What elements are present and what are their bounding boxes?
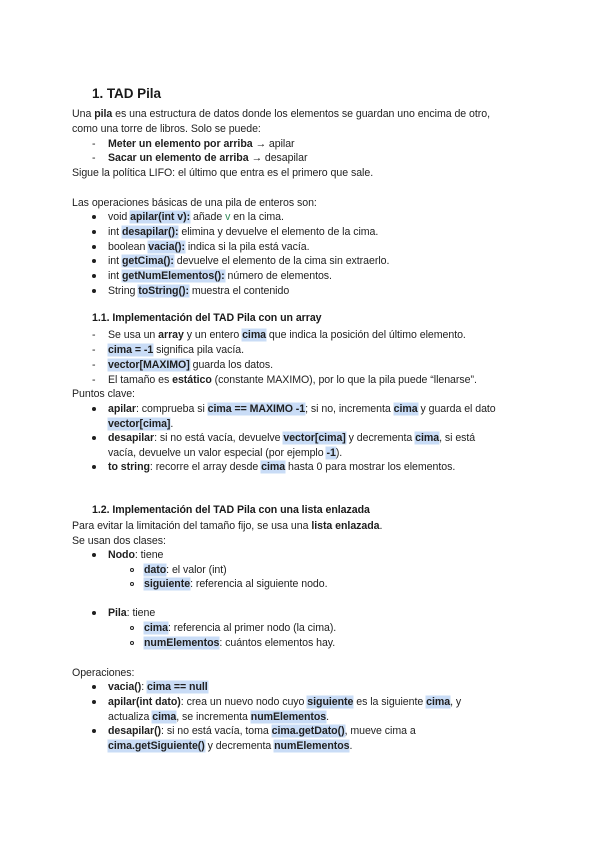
kp-tostring <box>108 460 455 474</box>
text-run: (constante MAXIMO), por lo que la pila puede “llenarse”. <box>211 374 477 386</box>
op-getnumelementos <box>108 269 332 283</box>
code-highlight: siguiente <box>144 578 191 590</box>
heading-array-impl: 1.1. Implementación del TAD Pila con un array <box>92 312 322 324</box>
kp-desapilar-line-2 <box>108 446 342 460</box>
code-highlight: vacia(): <box>148 241 185 253</box>
pila-numelementos <box>144 636 335 650</box>
dash-bullet: - <box>92 359 96 371</box>
bullet-dot <box>92 465 96 469</box>
op-apilar <box>108 210 284 224</box>
text-run: v <box>225 211 231 223</box>
text-run: actualiza <box>108 711 153 723</box>
main-heading: 1. TAD Pila <box>92 86 161 101</box>
key-points-label: Puntos clave: <box>72 388 135 400</box>
text-run: muestra el contenido <box>188 285 290 297</box>
code-highlight: cima = -1 <box>108 344 154 356</box>
array-item-2 <box>108 343 244 357</box>
text-run: . <box>379 520 383 532</box>
text-run: Se usa un <box>108 329 159 341</box>
text-run: , si está <box>439 432 476 444</box>
code-highlight: cima <box>242 329 267 341</box>
op-getcima <box>108 254 389 268</box>
code-highlight: dato <box>144 564 167 576</box>
text-run: : si no está vacía, toma <box>161 725 272 737</box>
text-run: : referencia al primer nodo (la cima). <box>167 622 337 634</box>
operations-label: Operaciones: <box>72 667 135 679</box>
text-run: y decrementa <box>345 432 416 444</box>
code-highlight: vector[cima] <box>108 418 171 430</box>
code-highlight: cima.getDato() <box>271 725 345 737</box>
kp-apilar-line-2 <box>108 417 173 431</box>
bold-text: Pila <box>108 607 127 619</box>
pila-cima <box>144 621 336 635</box>
bullet-dot <box>92 685 96 689</box>
intro-bullet-desapilar <box>108 151 307 165</box>
nodo-siguiente <box>144 577 328 591</box>
bold-text: Nodo <box>108 549 135 561</box>
bold-text: pila <box>94 108 113 120</box>
intro-bullet-apilar <box>108 137 295 151</box>
code-highlight: cima.getSiguiente() <box>108 740 205 752</box>
code-highlight: numElementos <box>250 711 327 723</box>
kp-apilar-line-1 <box>108 402 496 416</box>
text-run: void <box>108 211 131 223</box>
text-run: → desapilar <box>248 152 308 164</box>
text-run: → apilar <box>252 138 295 150</box>
op-vacia <box>108 240 309 254</box>
oper-desapilar-line-1 <box>108 724 416 738</box>
heading-list-impl: 1.2. Implementación del TAD Pila con una lista enlazada <box>92 504 370 516</box>
text-run: : crea un nuevo nodo cuyo <box>180 696 308 708</box>
bold-text: Sacar un elemento de arriba <box>108 152 249 164</box>
sub-bullet-circle <box>130 568 134 572</box>
text-run: Sigue la política LIFO: el último que entra es el primero que sale. <box>72 167 374 179</box>
bold-text: vacia() <box>108 681 142 693</box>
code-highlight: vector[cima] <box>283 432 346 444</box>
bullet-dot <box>92 230 96 234</box>
bold-text: estático <box>172 374 212 386</box>
text-run: El tamaño es <box>108 374 173 386</box>
bold-text: apilar(int dato) <box>108 696 181 708</box>
text-run: int <box>108 255 122 267</box>
text-run: añade <box>190 211 226 223</box>
code-highlight: -1 <box>326 447 336 459</box>
text-run: String <box>108 285 139 297</box>
bold-text: apilar <box>108 403 136 415</box>
list-intro-line-1 <box>72 519 382 533</box>
text-run: Una <box>72 108 95 120</box>
nodo-title <box>108 548 163 562</box>
text-run: vacía, devuelve un valor especial (por ejemplo <box>108 447 327 459</box>
text-run: significa pila vacía. <box>153 344 244 356</box>
text-run: y un entero <box>183 329 243 341</box>
text-run: : tiene <box>134 549 164 561</box>
text-run: : tiene <box>126 607 156 619</box>
text-run: Se usan dos clases: <box>72 535 166 547</box>
code-highlight: cima <box>426 696 451 708</box>
bold-text: array <box>158 329 184 341</box>
bold-text: desapilar <box>108 432 155 444</box>
text-run: y guarda el dato <box>417 403 496 415</box>
code-highlight: cima <box>261 461 286 473</box>
bullet-dot <box>92 407 96 411</box>
intro-line-2 <box>72 122 261 136</box>
array-item-4 <box>108 373 477 387</box>
text-run: indica si la pila está vacía. <box>184 241 310 253</box>
text-run: guarda los datos. <box>189 359 274 371</box>
code-highlight: cima == MAXIMO -1 <box>207 403 306 415</box>
bold-text: to string <box>108 461 150 473</box>
intro-line-lifo <box>72 166 373 180</box>
bold-text: desapilar() <box>108 725 162 737</box>
text-run: : <box>141 681 148 693</box>
text-run: . <box>170 418 174 430</box>
bullet-dot <box>92 436 96 440</box>
bullet-dot <box>92 245 96 249</box>
bullet-dot <box>92 274 96 278</box>
text-run: número de elementos. <box>224 270 332 282</box>
code-highlight: numElementos <box>144 637 220 649</box>
bullet-dot <box>92 289 96 293</box>
code-highlight: toString(): <box>138 285 189 297</box>
text-run: : comprueba si <box>135 403 208 415</box>
text-run: es la siguiente <box>353 696 427 708</box>
code-highlight: cima <box>144 622 168 634</box>
text-run: : si no está vacía, devuelve <box>154 432 284 444</box>
text-run: : recorre el array desde <box>149 461 262 473</box>
dash-bullet: - <box>92 374 96 386</box>
code-highlight: cima <box>152 711 177 723</box>
kp-desapilar-line-1 <box>108 431 475 445</box>
sub-bullet-circle <box>130 582 134 586</box>
ops-intro: Las operaciones básicas de una pila de enteros son: <box>72 197 317 209</box>
array-item-1 <box>108 328 466 342</box>
oper-desapilar-line-2 <box>108 739 352 753</box>
text-run: . <box>349 740 353 752</box>
text-run: : cuántos elementos hay. <box>219 637 336 649</box>
text-run: : el valor (int) <box>166 564 227 576</box>
list-intro-line-2 <box>72 534 166 548</box>
text-run: en la cima. <box>230 211 284 223</box>
code-highlight: getCima(): <box>121 255 174 267</box>
dash-bullet: - <box>92 152 96 164</box>
text-run: , se incrementa <box>176 711 251 723</box>
text-run: , y <box>450 696 462 708</box>
code-highlight: cima == null <box>147 681 208 693</box>
text-run: boolean <box>108 241 149 253</box>
text-run: ; si no, incrementa <box>305 403 394 415</box>
intro-line-1 <box>72 107 490 121</box>
code-highlight: desapilar(): <box>121 226 179 238</box>
text-run: devuelve el elemento de la cima sin extraerlo. <box>173 255 390 267</box>
dash-bullet: - <box>92 138 96 150</box>
text-run: Para evitar la limitación del tamaño fijo, se usa una <box>72 520 312 532</box>
oper-apilar-line-1 <box>108 695 461 709</box>
oper-vacia <box>108 680 208 694</box>
dash-bullet: - <box>92 329 96 341</box>
code-highlight: apilar(int v): <box>130 211 191 223</box>
bullet-dot <box>92 553 96 557</box>
code-highlight: numElementos <box>274 740 350 752</box>
bullet-dot <box>92 729 96 733</box>
code-highlight: cima <box>393 403 418 415</box>
text-run: y decrementa <box>204 740 275 752</box>
text-run: como una torre de libros. Solo se puede: <box>72 123 261 135</box>
code-highlight: siguiente <box>307 696 354 708</box>
bullet-dot <box>92 259 96 263</box>
text-run: . <box>326 711 330 723</box>
code-highlight: vector[MAXIMO] <box>108 359 190 371</box>
code-highlight: getNumElementos(): <box>121 270 225 282</box>
text-run: int <box>108 270 122 282</box>
code-highlight: cima <box>415 432 440 444</box>
sub-bullet-circle <box>130 641 134 645</box>
text-run: : referencia al siguiente nodo. <box>190 578 328 590</box>
text-run: ). <box>335 447 343 459</box>
bold-text: Meter un elemento por arriba <box>108 138 253 150</box>
oper-apilar-line-2 <box>108 710 329 724</box>
text-run: hasta 0 para mostrar los elementos. <box>285 461 456 473</box>
pila-title <box>108 606 155 620</box>
array-item-3 <box>108 358 273 372</box>
bold-text: lista enlazada <box>311 520 380 532</box>
bullet-dot <box>92 700 96 704</box>
bullet-dot <box>92 611 96 615</box>
dash-bullet: - <box>92 344 96 356</box>
op-tostring <box>108 284 289 298</box>
text-run: que indica la posición del último elemento. <box>266 329 466 341</box>
text-run: es una estructura de datos donde los elementos se guardan uno encima de otro, <box>112 108 490 120</box>
bullet-dot <box>92 215 96 219</box>
sub-bullet-circle <box>130 626 134 630</box>
nodo-dato <box>144 563 227 577</box>
text-run: , mueve cima a <box>344 725 416 737</box>
op-desapilar <box>108 225 378 239</box>
text-run: int <box>108 226 122 238</box>
text-run: elimina y devuelve el elemento de la cima. <box>178 226 379 238</box>
